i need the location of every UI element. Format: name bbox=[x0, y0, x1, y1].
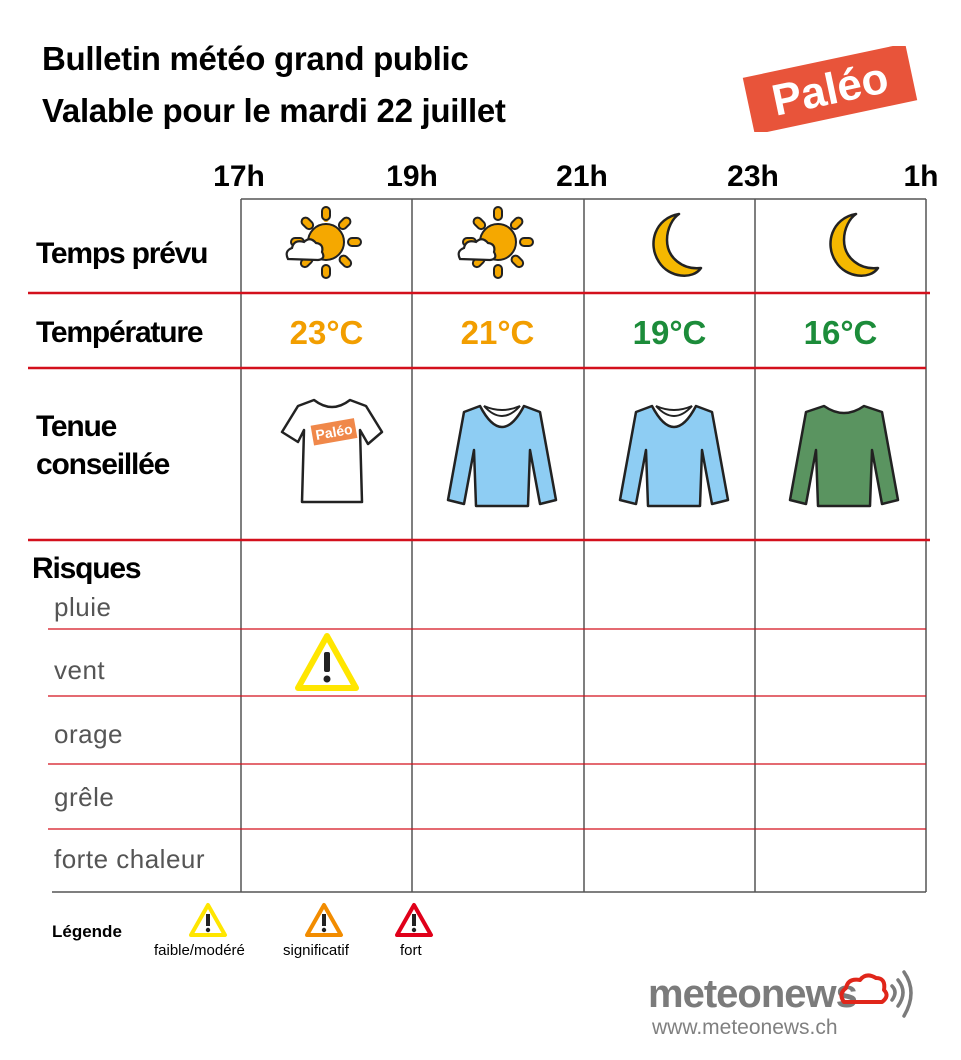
legend-yellow-warning-icon bbox=[188, 902, 228, 938]
title-line-2: Valable pour le mardi 22 juillet bbox=[42, 92, 506, 129]
moon-icon bbox=[822, 210, 882, 282]
tshirt-logo-text: Paléo bbox=[314, 420, 354, 443]
temperature-21h: 19°C bbox=[632, 314, 707, 351]
risk-rain: pluie bbox=[54, 592, 112, 622]
legend-orange-warning-icon bbox=[304, 902, 344, 938]
row-label-temperature: Température bbox=[36, 316, 203, 349]
temperature-19h: 21°C bbox=[460, 314, 535, 351]
time-1h: 1h bbox=[903, 160, 939, 193]
moon-icon bbox=[645, 210, 705, 282]
legend-label-significant: significatif bbox=[283, 942, 349, 959]
meteonews-cloud-icon bbox=[836, 966, 924, 1032]
temperature-23h: 16°C bbox=[803, 314, 878, 351]
time-23h: 23h bbox=[727, 160, 779, 193]
sun-cloud-icon bbox=[450, 205, 540, 285]
row-label-weather: Temps prévu bbox=[36, 237, 208, 270]
risk-storm: orage bbox=[54, 719, 123, 749]
title-line-1: Bulletin météo grand public bbox=[42, 40, 469, 77]
row-label-outfit-2: conseillée bbox=[36, 448, 170, 481]
sun-cloud-icon bbox=[278, 205, 368, 285]
time-21h: 21h bbox=[556, 160, 608, 193]
temperature-17h: 23°C bbox=[289, 314, 364, 351]
logo-text: Paléo bbox=[767, 53, 893, 126]
legend-label-low: faible/modéré bbox=[154, 942, 245, 959]
meteonews-url[interactable]: www.meteonews.ch bbox=[652, 1016, 838, 1039]
risk-wind: vent bbox=[54, 655, 106, 685]
risk-heat: forte chaleur bbox=[54, 844, 206, 874]
row-label-risks: Risques bbox=[32, 552, 141, 585]
tshirt-icon bbox=[278, 392, 386, 510]
row-label-outfit-1: Tenue bbox=[36, 410, 117, 443]
legend-label-strong: fort bbox=[400, 942, 422, 959]
legend-title: Légende bbox=[52, 922, 122, 941]
wind-warning-icon bbox=[294, 632, 360, 692]
warm-sweater-icon bbox=[786, 400, 902, 512]
time-19h: 19h bbox=[386, 160, 438, 193]
risk-hail: grêle bbox=[54, 782, 115, 812]
light-sweater-icon bbox=[616, 400, 732, 512]
time-17h: 17h bbox=[213, 160, 265, 193]
meteonews-brand: meteonews bbox=[648, 972, 857, 1016]
legend-red-warning-icon bbox=[394, 902, 434, 938]
light-sweater-icon bbox=[444, 400, 560, 512]
